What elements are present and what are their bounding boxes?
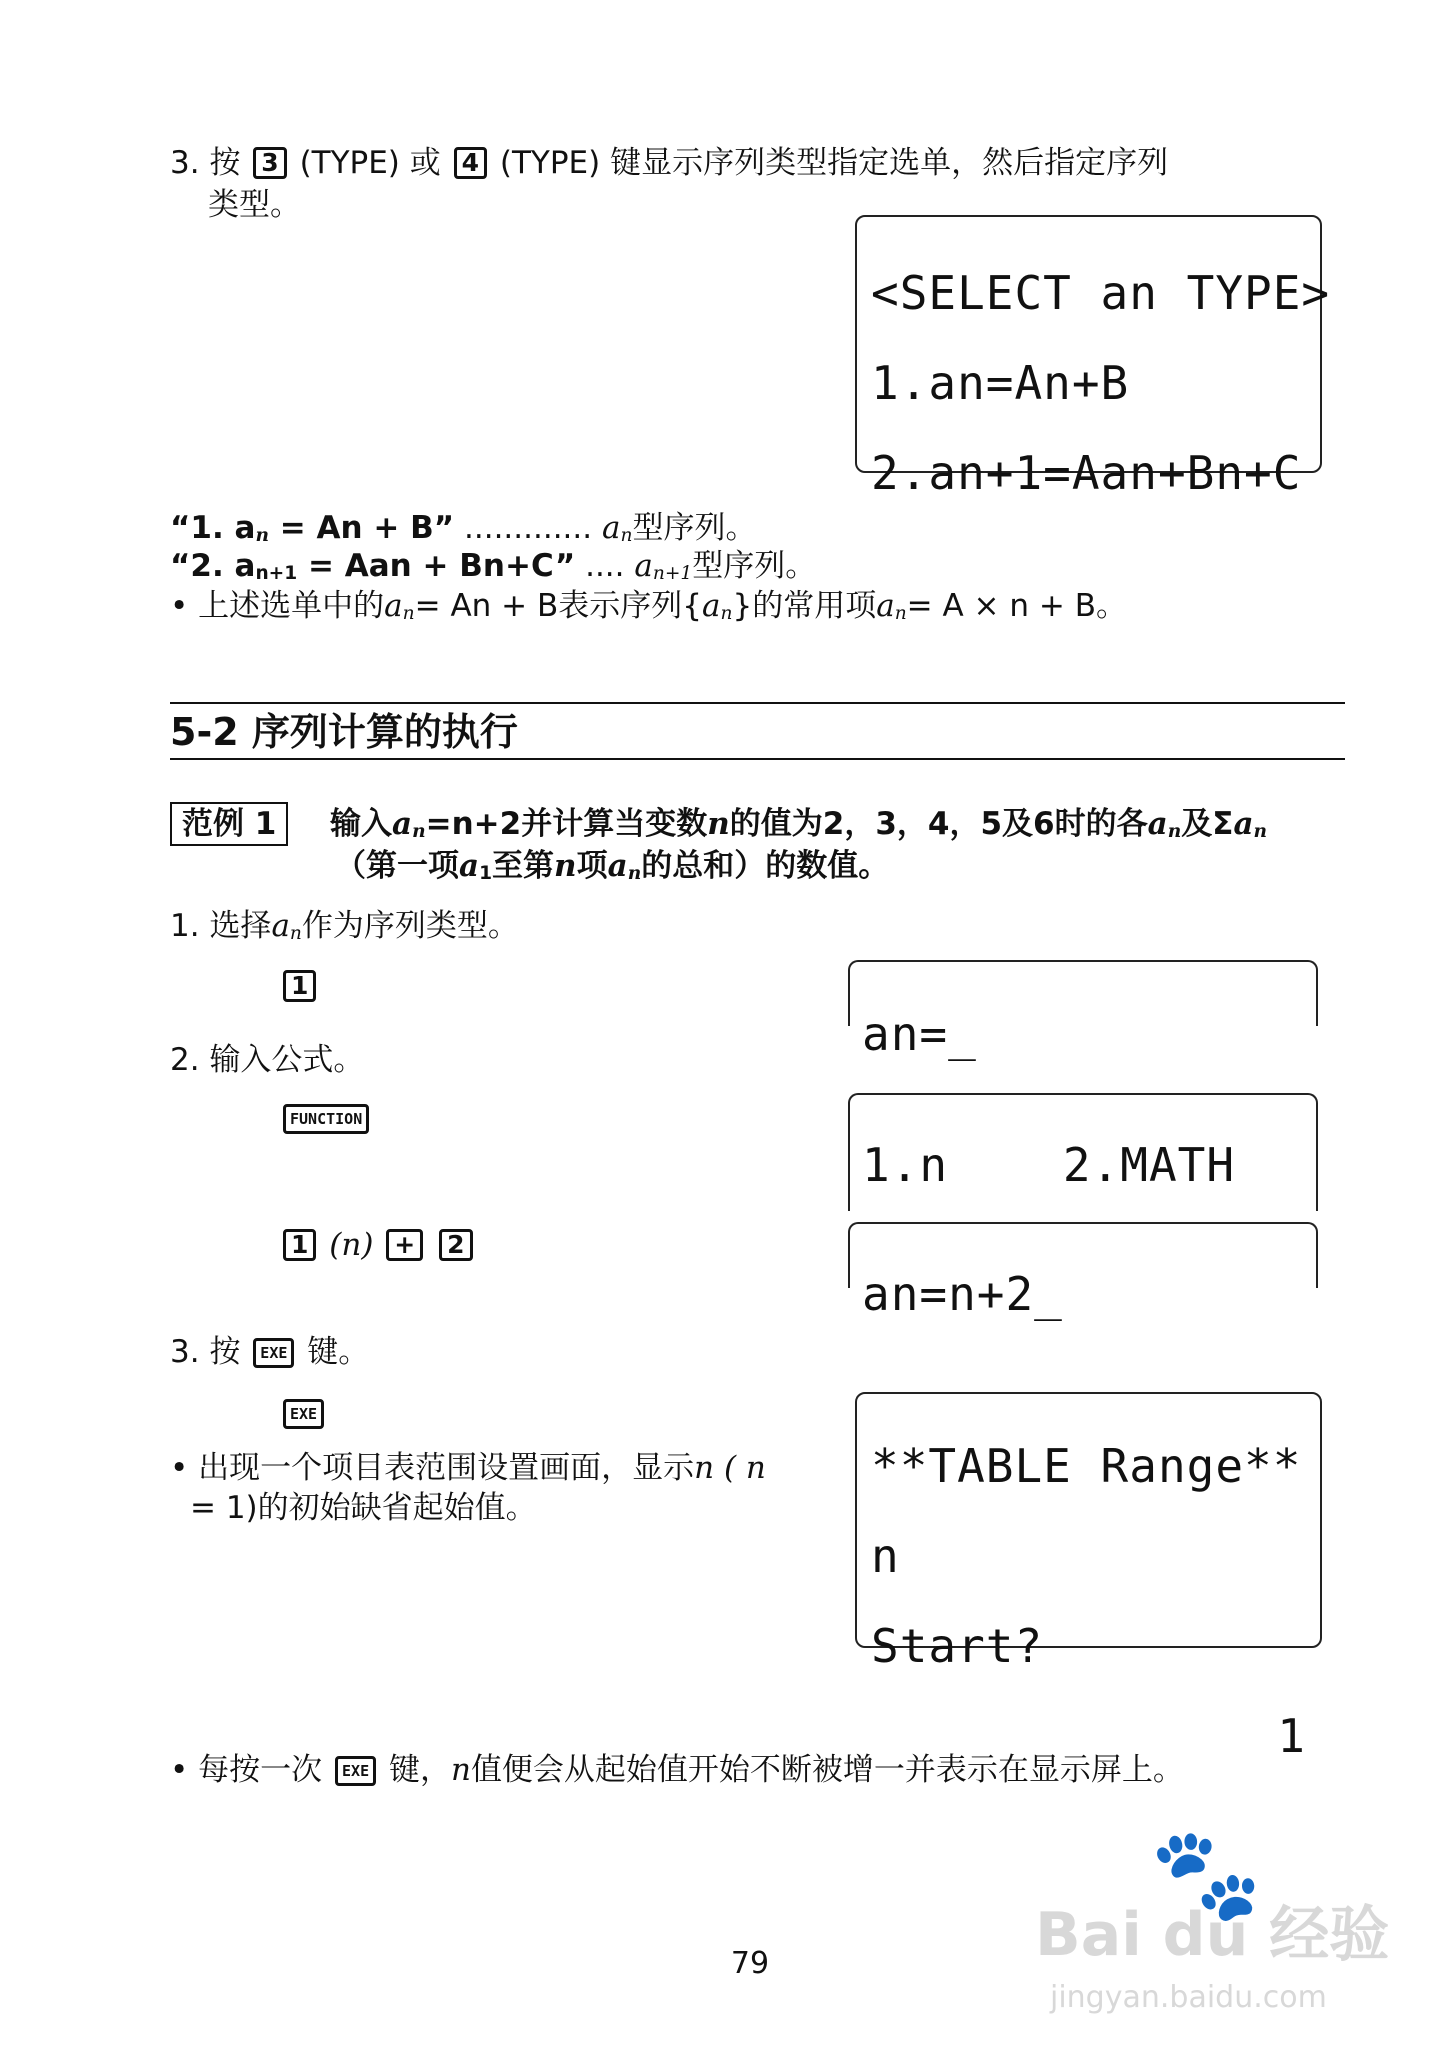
key-function: FUNCTION (283, 1104, 369, 1134)
final-note: • 每按一次 EXE 键，n值便会从起始值开始不断被增一并表示在显示屏上。 (170, 1752, 1184, 1788)
key-1: 1 (283, 1229, 316, 1261)
step3b-line: 3. 按 EXE 键。 (170, 1334, 370, 1370)
key-exe: EXE (283, 1399, 324, 1429)
example-tag: 范例 1 (170, 802, 288, 846)
lcd-line: n (871, 1529, 900, 1583)
lcd-line: an=_ (862, 1007, 977, 1061)
step1-keys (280, 966, 319, 1006)
section-rule-top (170, 702, 1345, 704)
type1-line: “1. an = An + B” ............. an型序列。 (170, 510, 757, 546)
step2-line: 2. 输入公式。 (170, 1042, 365, 1078)
step2-keys: 1 (n) + 2 (280, 1225, 476, 1265)
lcd-line: an=n+2_ (862, 1267, 1063, 1321)
step3b-note1: • 出现一个项目表范围设置画面，显示n ( n (170, 1450, 766, 1486)
lcd-line: <SELECT an TYPE> (871, 266, 1331, 320)
lcd-line: 2.an+1=Aan+Bn+C (871, 446, 1302, 500)
lcd-line: Start? (871, 1619, 1044, 1673)
lcd-table-range (855, 1392, 1322, 1763)
step3-line1: 3. 按 3 (TYPE) 或 4 (TYPE) 键显示序列类型指定选单，然后指定序列 (170, 145, 1169, 181)
watermark-paw-icon: 🐾 (1150, 1822, 1263, 1927)
lcd-formula (848, 1222, 1318, 1321)
lcd-line: **TABLE Range** (871, 1439, 1302, 1493)
example-line1: 输入an=n+2并计算当变数n的值为2，3，4，5及6时的各an及Σan (330, 806, 1268, 842)
page-number: 79 (730, 1946, 770, 1981)
step3b-key (280, 1393, 327, 1433)
lcd-line: 1.an=An+B (871, 356, 1130, 410)
section-rule-bottom (170, 758, 1345, 760)
lcd-an-entry (848, 960, 1318, 1061)
step3b-note2: = 1)的初始缺省起始值。 (190, 1490, 537, 1526)
key-1: 1 (283, 970, 316, 1002)
step3-line2: 类型。 (208, 187, 301, 223)
watermark-brand: Bai du 经验 (1035, 1900, 1390, 1970)
lcd-select-type (855, 215, 1331, 500)
step1-line: 1. 选择an作为序列类型。 (170, 908, 519, 944)
step2-function-key (280, 1098, 372, 1138)
key-4: 4 (454, 147, 487, 179)
section-title: 5-2 序列计算的执行 (170, 710, 518, 754)
key-exe: EXE (253, 1338, 294, 1368)
type-note: • 上述选单中的an= An + B表示序列{an}的常用项an= A × n + B。 (170, 588, 1127, 624)
key-exe: EXE (335, 1756, 376, 1786)
lcd-function-menu (848, 1093, 1318, 1211)
watermark-url: jingyan.baidu.com (1050, 1980, 1327, 2015)
type2-line: “2. an+1 = Aan + Bn+C” .... an+1型序列。 (170, 548, 817, 584)
example-line2: （第一项a1至第n项an的总和）的数值。 (335, 848, 890, 884)
key-3: 3 (253, 147, 286, 179)
lcd-start-value: 1 (1277, 1709, 1306, 1763)
key-2: 2 (439, 1229, 472, 1261)
key-plus: + (386, 1229, 423, 1261)
lcd-line: 1.n 2.MATH (862, 1138, 1236, 1192)
